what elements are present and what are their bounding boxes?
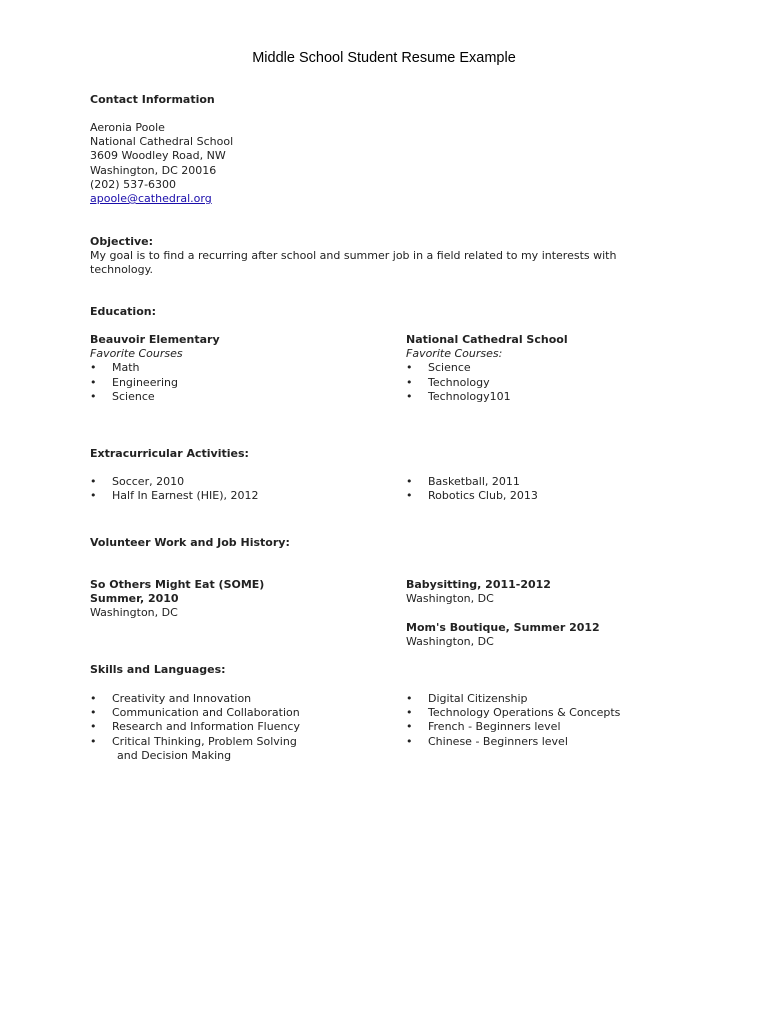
list-item: • Engineering	[90, 376, 220, 390]
extracurricular-heading: Extracurricular Activities:	[90, 447, 249, 460]
contact-name: Aeronia Poole	[90, 121, 165, 134]
education-right-school: National Cathedral School	[406, 333, 568, 346]
list-item: • Critical Thinking, Problem Solving	[90, 735, 300, 749]
contact-email-link[interactable]: apoole@cathedral.org	[90, 192, 212, 206]
skills-left-continuation: and Decision Making	[117, 749, 232, 762]
extracurricular-left	[90, 475, 259, 503]
contact-heading: Contact Information	[90, 93, 215, 106]
volunteer-right-2-title: Mom's Boutique, Summer 2012	[406, 621, 600, 634]
objective-line-2: technology.	[90, 263, 154, 277]
list-item: • Robotics Club, 2013	[406, 489, 538, 503]
list-item: • Creativity and Innovation	[90, 692, 300, 706]
skills-left	[90, 692, 300, 749]
education-left-subtitle: Favorite Courses	[90, 347, 183, 361]
volunteer-left	[90, 578, 264, 621]
contact-block	[90, 121, 233, 206]
volunteer-right-1-location: Washington, DC	[406, 592, 494, 606]
list-item: • Communication and Collaboration	[90, 706, 300, 720]
page-title: Middle School Student Resume Example	[252, 50, 516, 66]
list-item: • Basketball, 2011	[406, 475, 538, 489]
education-left	[90, 333, 220, 404]
volunteer-heading: Volunteer Work and Job History:	[90, 536, 290, 549]
education-right	[406, 333, 568, 404]
education-left-school: Beauvoir Elementary	[90, 333, 220, 346]
list-item: • Digital Citizenship	[406, 692, 620, 706]
skills-heading: Skills and Languages:	[90, 663, 226, 676]
list-item: • Math	[90, 361, 220, 375]
list-item: • Science	[90, 390, 220, 404]
list-item: • Soccer, 2010	[90, 475, 259, 489]
list-item: • Technology101	[406, 390, 568, 404]
objective-line-1: My goal is to find a recurring after school and summer job in a field related to my interests with	[90, 249, 617, 263]
list-item: • Technology	[406, 376, 568, 390]
education-heading: Education:	[90, 305, 156, 318]
volunteer-left-location: Washington, DC	[90, 606, 178, 620]
volunteer-left-title-2: Summer, 2010	[90, 592, 179, 606]
list-item: • Half In Earnest (HIE), 2012	[90, 489, 259, 503]
education-right-courses	[406, 361, 568, 404]
volunteer-right-1	[406, 578, 551, 606]
contact-phone: (202) 537-6300	[90, 177, 177, 191]
volunteer-right-2-location: Washington, DC	[406, 635, 494, 649]
objective-section	[90, 235, 616, 278]
contact-school: National Cathedral School	[90, 135, 234, 149]
volunteer-right-2	[406, 621, 600, 649]
skills-right	[406, 692, 620, 749]
list-item: • Technology Operations & Concepts	[406, 706, 620, 720]
objective-heading: Objective:	[90, 235, 154, 248]
list-item: • Research and Information Fluency	[90, 720, 300, 734]
education-left-courses	[90, 361, 220, 404]
education-right-subtitle: Favorite Courses:	[406, 347, 503, 361]
list-item: • Chinese - Beginners level	[406, 735, 620, 749]
contact-street: 3609 Woodley Road, NW	[90, 149, 226, 163]
extracurricular-right	[406, 475, 538, 503]
volunteer-right-1-title: Babysitting, 2011-2012	[406, 578, 551, 591]
contact-city: Washington, DC 20016	[90, 163, 217, 177]
list-item: • Science	[406, 361, 568, 375]
list-item: • French - Beginners level	[406, 720, 620, 734]
volunteer-left-title-1: So Others Might Eat (SOME)	[90, 578, 265, 591]
